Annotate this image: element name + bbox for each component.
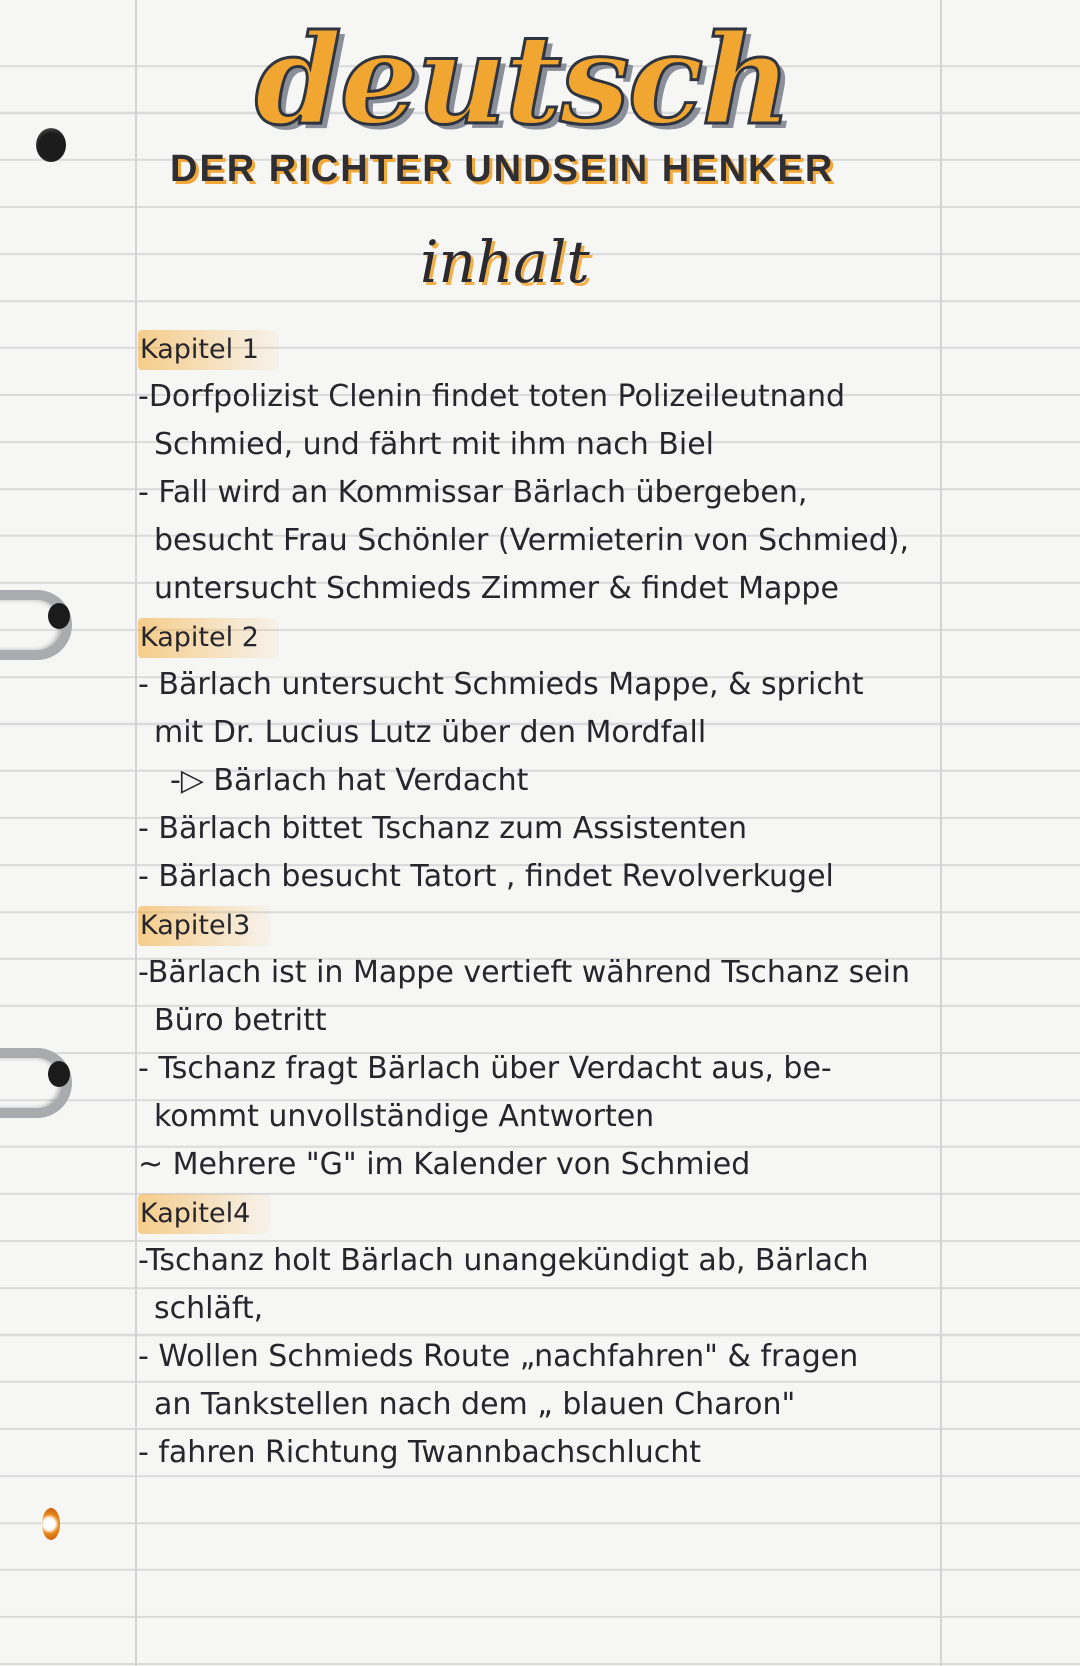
chapter-block (138, 1189, 938, 1477)
note-line: an Tankstellen nach dem „ blauen Charon" (154, 1387, 796, 1422)
subject-logo: deutsch (255, 8, 790, 153)
chapter-title: Kapitel3 (138, 906, 270, 946)
note-line: besucht Frau Schönler (Vermieterin von Schmied), (154, 523, 909, 558)
notes-body (138, 325, 938, 1477)
note-line: Schmied, und fährt mit ihm nach Biel (154, 427, 714, 462)
chapter-title: Kapitel4 (138, 1194, 270, 1234)
note-line: -Tschanz holt Bärlach unangekündigt ab, Bärlach (138, 1243, 869, 1278)
note-line: - fahren Richtung Twannbachschlucht (138, 1435, 702, 1470)
chapter-title: Kapitel 1 (138, 330, 279, 370)
chapter-title: Kapitel 2 (138, 618, 279, 658)
punch-hole-top (36, 128, 66, 162)
note-line: Büro betritt (154, 1003, 327, 1038)
book-title: DER RICHTER UNDSEIN HENKER (170, 148, 835, 190)
note-line: untersucht Schmieds Zimmer & findet Mappe (154, 571, 839, 606)
ring-hole-bottom (48, 1061, 70, 1087)
note-line: - Bärlach besucht Tatort , findet Revolverkugel (138, 859, 834, 894)
ring-hole-top (48, 603, 70, 629)
chapter-block (138, 325, 938, 613)
note-line: mit Dr. Lucius Lutz über den Mordfall (154, 715, 707, 750)
right-margin-line (940, 0, 942, 1666)
note-line: -Bärlach ist in Mappe vertieft während Tschanz sein (138, 955, 911, 990)
note-line: -Dorfpolizist Clenin findet toten Polizeileutnand (138, 379, 846, 414)
note-line: -▷ Bärlach hat Verdacht (170, 763, 529, 798)
note-line: ~ Mehrere "G" im Kalender von Schmied (138, 1147, 751, 1182)
note-line: schläft, (154, 1291, 264, 1326)
note-line: - Tschanz fragt Bärlach über Verdacht aus, be- (138, 1051, 832, 1086)
chapter-block (138, 901, 938, 1189)
chapter-block (138, 613, 938, 901)
note-line: - Bärlach untersucht Schmieds Mappe, & spricht (138, 667, 864, 702)
note-line: - Bärlach bittet Tschanz zum Assistenten (138, 811, 747, 846)
left-margin-line (135, 0, 137, 1666)
note-line: - Wollen Schmieds Route „nachfahren" & fragen (138, 1339, 859, 1374)
note-line: kommt unvollständige Antworten (154, 1099, 655, 1134)
reinforcement-ring (42, 1508, 60, 1540)
section-heading: inhalt (420, 228, 590, 296)
note-line: - Fall wird an Kommissar Bärlach übergeben, (138, 475, 808, 510)
